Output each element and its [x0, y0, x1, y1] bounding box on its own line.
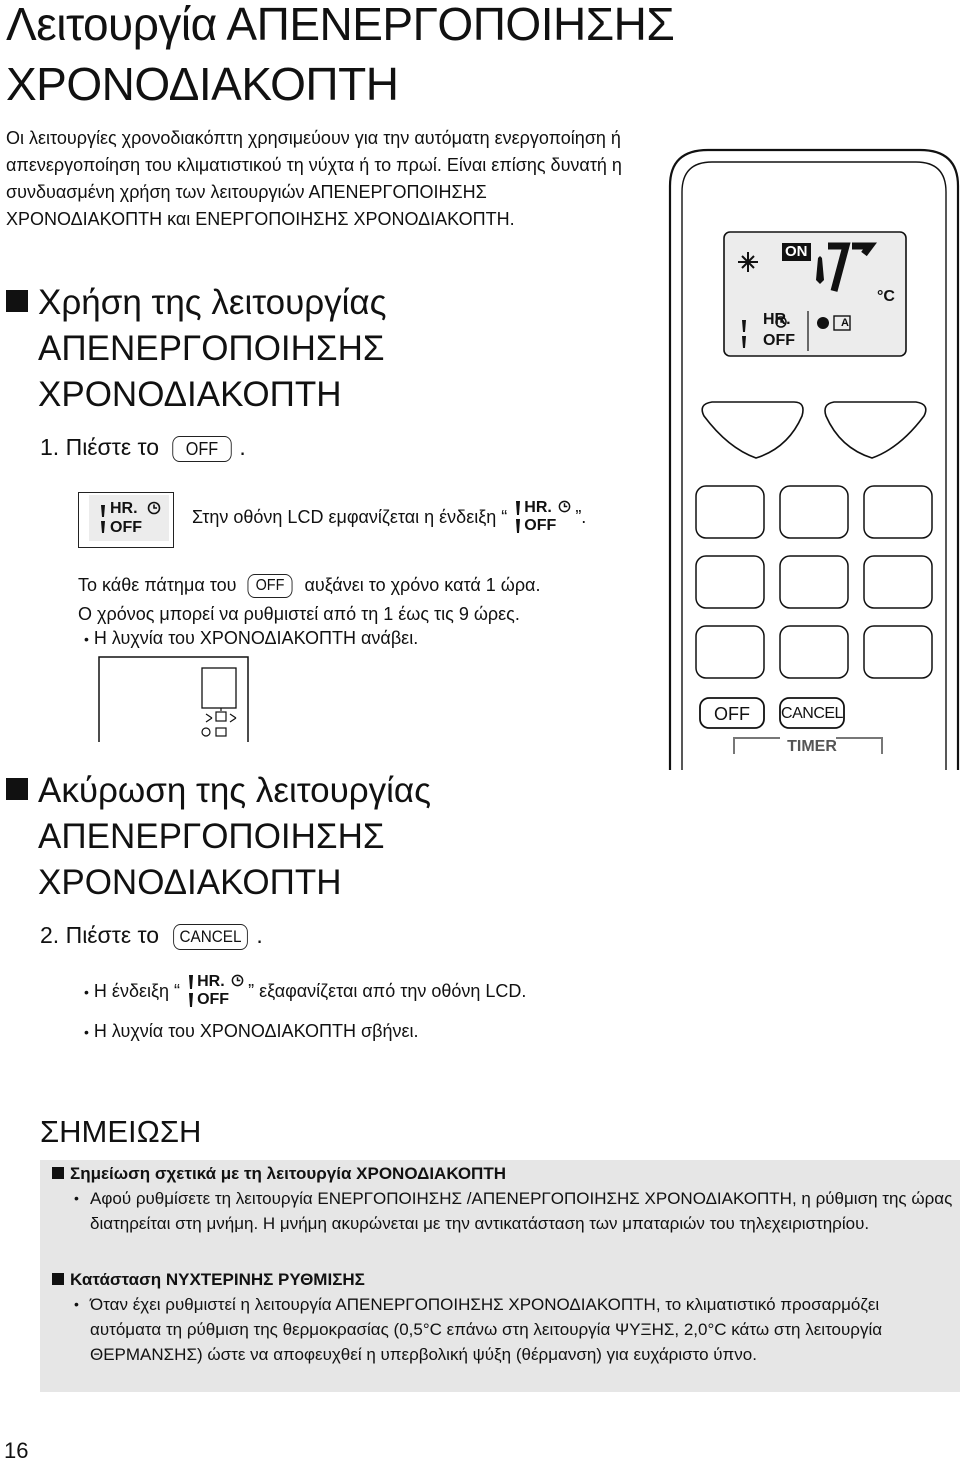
timer-lamp-illustration: [98, 656, 250, 742]
note-item2-text-body: Όταν έχει ρυθμιστεί η λειτουργία ΑΠΕΝΕΡΓΟΠΟΙΗΣΗΣ ΧΡΟΝΟΔΙΑΚΟΠΤΗ, το κλιματιστικό προσαρμόζει αυτόματα τη ρύθμιση της θερμοκρασίας (0,5°C επάνω στη λειτουργία ΨΥΞΗΣ, 2,0°C κάτω στη λειτουργία ΘΕΡΜΑΝΣΗΣ) ώστε να αποφευχθεί η υπερβολική ψύξη (θέρμανση) για ευχάριστο ύπνο.: [90, 1295, 883, 1364]
off-label: OFF: [197, 991, 230, 1009]
timer-bar-icon: [514, 499, 522, 535]
bullet1-before: Η ένδειξη “: [93, 981, 181, 1001]
square-bullet-icon: [52, 1167, 64, 1179]
remote-off-label: OFF: [763, 332, 795, 349]
note-item2-title: [52, 1269, 952, 1291]
note-item1-title: [52, 1163, 952, 1185]
clock-icon: [147, 501, 161, 515]
step-text: Πιέστε το: [65, 434, 160, 460]
remote-off-button: OFF: [714, 704, 750, 724]
off-label: OFF: [524, 517, 557, 535]
off-button-symbol: OFF: [248, 574, 293, 598]
square-bullet-icon: [6, 290, 28, 312]
inline-indicator: [185, 973, 243, 1009]
lcd-description: [192, 499, 652, 535]
temperature-unit: °C: [877, 288, 895, 305]
section-heading-use: [6, 280, 626, 420]
bullet-dot: •: [74, 1190, 79, 1206]
square-bullet-icon: [6, 778, 28, 800]
step-1: 1. Πιέστε το OFF .: [40, 434, 246, 460]
lcd-text-before: Στην οθόνη LCD εμφανίζεται η ένδειξη “: [192, 507, 508, 527]
hr-label: HR.: [110, 500, 138, 517]
note-heading: ΣΗΜΕΙΩΣΗ: [40, 1114, 202, 1149]
lamp-on-label: Η λυχνία του ΧΡΟΝΟΔΙΑΚΟΠΤΗ ανάβει.: [93, 628, 419, 648]
section-heading-text: Ακύρωση της λειτουργίας ΑΠΕΝΕΡΓΟΠΟΙΗΣΗΣ ΧΡΟΝΟΔΙΑΚΟΠΤΗ: [38, 771, 431, 902]
step-text: Πιέστε το: [65, 922, 160, 948]
note-item1-title-text: Σημείωση σχετικά με τη λειτουργία ΧΡΟΝΟΔΙΑΚΟΠΤΗ: [70, 1164, 506, 1183]
intro-paragraph: Οι λειτουργίες χρονοδιακόπτη χρησιμεύουν για την αυτόματη ενεργοποίηση ή απενεργοποίηση του κλιματιστικού τη νύχτα ή το πρωί. Είναι επίσης δυνατή η συνδυασμένη χρήση των λειτουργιών ΑΠΕΝΕΡΓΟΠΟΙΗΣΗΣ ΧΡΟΝΟΔΙΑΚΟΠΤΗ και ΕΝΕΡΓΟΠΟΙΗΣΗΣ ΧΡΟΝΟΔΙΑΚΟΠΤΗ.: [6, 128, 622, 229]
bullet-dot: •: [74, 1296, 79, 1312]
remote-control-illustration: [668, 146, 960, 770]
off-label: OFF: [110, 519, 142, 536]
lcd-screen: [89, 495, 169, 541]
bullet-dot: •: [84, 1024, 89, 1040]
section-heading-text: Χρήση της λειτουργίας ΑΠΕΝΕΡΓΟΠΟΙΗΣΗΣ ΧΡΟΝΟΔΙΑΚΟΠΤΗ: [38, 283, 387, 414]
bullet-dot: •: [84, 984, 89, 1000]
temperature-value: [830, 243, 831, 244]
cancel-button-symbol: CANCEL: [174, 924, 249, 950]
square-bullet-icon: [52, 1273, 64, 1285]
press-text-before: Το κάθε πάτημα του: [78, 575, 237, 595]
lamp-on-text: [84, 627, 644, 650]
inline-indicator: [512, 499, 570, 535]
note-item1-text: [74, 1186, 954, 1236]
bullet-dot: •: [84, 631, 89, 647]
hr-label: HR.: [524, 499, 552, 517]
off-button-symbol: OFF: [173, 436, 232, 462]
clock-icon: [558, 500, 571, 513]
note-item2-title-text: Κατάσταση ΝΥΧΤΕΡΙΝΗΣ ΡΥΘΜΙΣΗΣ: [70, 1270, 365, 1289]
note-item2-text: [74, 1292, 954, 1367]
lcd-indicator-box: [78, 492, 174, 548]
remote-hr-label: HR.: [763, 311, 791, 328]
lamp-off-label: Η λυχνία του ΧΡΟΝΟΔΙΑΚΟΠΤΗ σβήνει.: [93, 1021, 419, 1041]
step-number: 1.: [40, 434, 60, 460]
hr-label: HR.: [197, 973, 225, 991]
page-title: Λειτουργία ΑΠΕΝΕΡΓΟΠΟΙΗΣΗΣ ΧΡΟΝΟΔΙΑΚΟΠΤΗ: [6, 0, 675, 110]
lcd-text-after: ”.: [575, 507, 587, 527]
step-2: 2. Πιέστε το CANCEL .: [40, 922, 263, 948]
bullet1-after: ” εξαφανίζεται από την οθόνη LCD.: [248, 981, 527, 1001]
auto-badge: A: [841, 317, 849, 329]
range-text: Ο χρόνος μπορεί να ρυθμιστεί από τη 1 έως τις 9 ώρες.: [78, 604, 520, 624]
timer-bar-icon: [99, 503, 107, 535]
indicator-disappears-text: [84, 973, 644, 1009]
remote-cancel-button: CANCEL: [781, 705, 843, 722]
press-description: [78, 574, 638, 598]
page-number: 16: [4, 1438, 29, 1463]
note-item1-text-body: Αφού ρυθμίσετε τη λειτουργία ΕΝΕΡΓΟΠΟΙΗΣΗΣ /ΑΠΕΝΕΡΓΟΠΟΙΗΣΗΣ ΧΡΟΝΟΔΙΑΚΟΠΤΗ, η ρύθμιση της ώρας διατηρείται στη μνήμη. Η μνήμη ακυρώνεται με την αντικατάσταση των μπαταριών του τηλεχειριστηρίου.: [90, 1189, 953, 1233]
on-badge: ON: [782, 243, 811, 261]
press-text-after: αυξάνει το χρόνο κατά 1 ώρα.: [304, 575, 541, 595]
lamp-off-text: [84, 1020, 644, 1043]
note-box: [40, 1160, 960, 1392]
timer-bar-icon: [187, 973, 195, 1009]
step-number: 2.: [40, 922, 60, 948]
section-heading-cancel: [6, 768, 626, 908]
clock-icon: [231, 974, 244, 987]
timer-label: TIMER: [787, 738, 837, 755]
